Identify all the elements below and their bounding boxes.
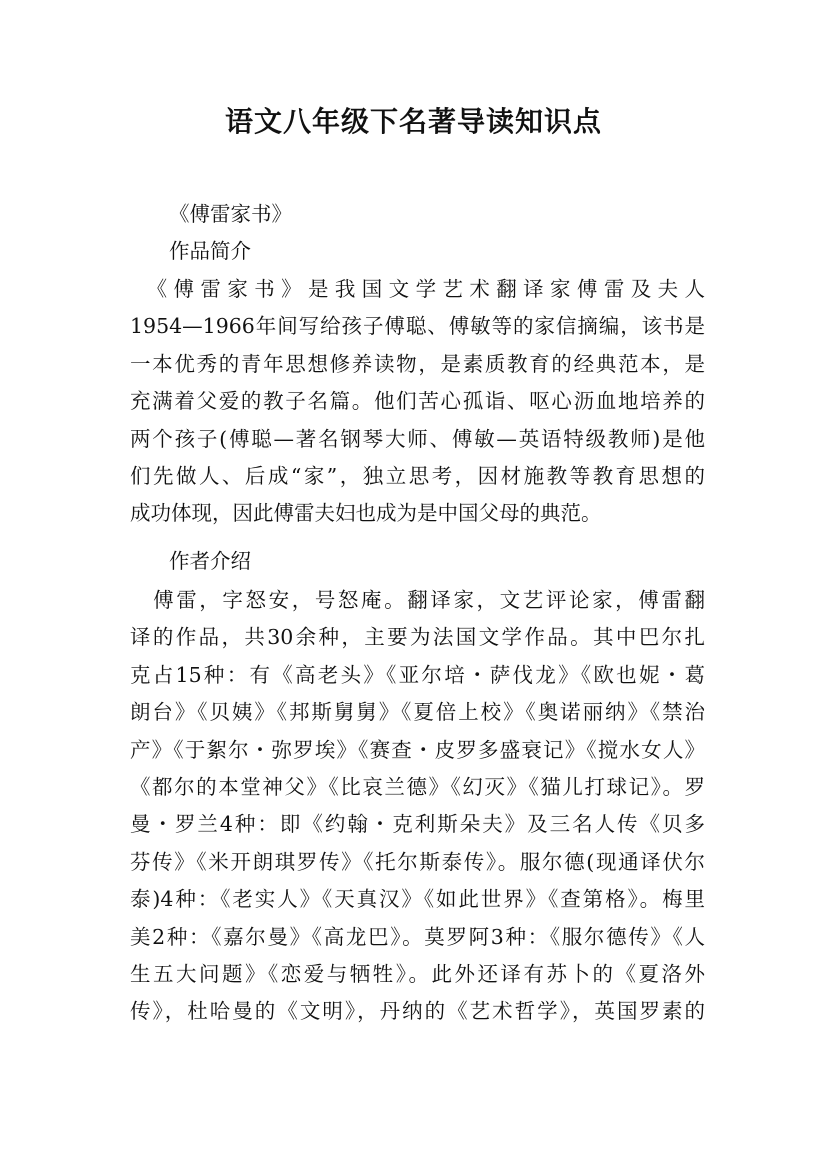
text-line: 美2种：《嘉尔曼》《高龙巴》。莫罗阿3种：《服尔德传》《人 (130, 924, 705, 949)
text-line: 译的作品，共30余种，主要为法国文学作品。其中巴尔扎 (130, 625, 705, 650)
text-line: 一本优秀的青年思想修养读物，是素质教育的经典范本，是 (130, 351, 705, 376)
text-line: 传》，杜哈曼的《文明》，丹纳的《艺术哲学》，英国罗素的 (130, 999, 705, 1024)
text-line: 两个孩子(傅聪—著名钢琴大师、傅敏—英语特级教师)是他 (130, 426, 705, 451)
text-line: 充满着父爱的教子名篇。他们苦心孤诣、呕心沥血地培养的 (130, 389, 705, 414)
text-line: 曼・罗兰4种：即《约翰・克利斯朵夫》及三名人传《贝多 (130, 812, 705, 837)
text-line: 1954—1966年间写给孩子傅聪、傅敏等的家信摘编，该书是 (130, 314, 705, 339)
text-line: 《傅雷家书》是我国文学艺术翻译家傅雷及夫人 (130, 277, 705, 301)
text-line: 克占15种：有《高老头》《亚尔培・萨伐龙》《欧也妮・葛 (130, 662, 705, 687)
section-heading-author: 作者介绍 (169, 549, 251, 573)
text-line: 成功体现，因此傅雷夫妇也成为是中国父母的典范。 (130, 501, 602, 526)
text-line: 生五大问题》《恋爱与牺牲》。此外还译有苏卜的《夏洛外 (130, 961, 705, 986)
section-heading-intro: 作品简介 (169, 239, 251, 263)
text-line: 泰)4种：《老实人》《天真汉》《如此世界》《查第格》。梅里 (130, 887, 705, 912)
text-line: 芬传》《米开朗琪罗传》《托尔斯泰传》。服尔德(现通译伏尔 (130, 849, 705, 874)
book-heading: 《傅雷家书》 (169, 202, 292, 226)
text-line: 朗台》《贝姨》《邦斯舅舅》《夏倍上校》《奥诺丽纳》《禁治 (130, 700, 705, 725)
text-line: 傅雷，字怒安，号怒庵。翻译家，文艺评论家，傅雷翻 (130, 588, 705, 612)
paragraph-intro (130, 271, 705, 533)
paragraph-author (130, 582, 705, 1031)
text-line: 《都尔的本堂神父》《比哀兰德》《幻灭》《猫儿打球记》。罗 (130, 774, 705, 799)
text-line: 产》《于絮尔・弥罗埃》《赛查・皮罗多盛衰记》《搅水女人》 (130, 737, 705, 762)
text-line: 们先做人、后成“家”，独立思考，因材施教等教育思想的 (130, 463, 705, 488)
document-title: 语文八年级下名著导读知识点 (224, 105, 602, 138)
